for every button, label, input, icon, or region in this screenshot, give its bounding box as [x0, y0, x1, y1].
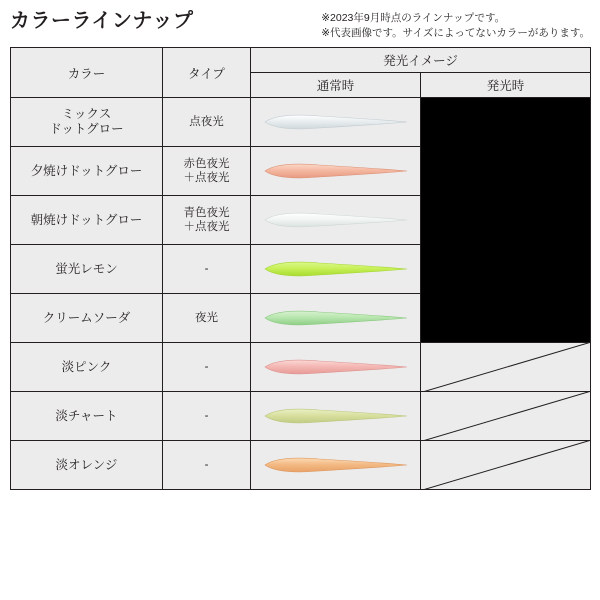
cell-glow-none: [421, 392, 591, 441]
cell-color-name: 淡ピンク: [11, 343, 163, 392]
cell-normal-image: [251, 245, 421, 294]
worm-icon: [251, 245, 420, 293]
worm-icon: [251, 98, 420, 146]
table-row: [11, 343, 591, 392]
cell-glow-black-merged: [421, 98, 591, 343]
header-row-1: [11, 48, 591, 73]
type-line: 青色夜光: [183, 207, 230, 220]
cell-normal-image: [251, 147, 421, 196]
color-lineup-table: [10, 47, 591, 490]
cell-color-name: 淡チャート: [11, 392, 163, 441]
worm-icon: [251, 196, 420, 244]
cell-color-name: 淡オレンジ: [11, 441, 163, 490]
header-emit-image: 発光イメージ: [251, 48, 591, 73]
cell-type: -: [163, 245, 251, 294]
color-name-line: ミックス: [61, 106, 112, 121]
type-line: ＋点夜光: [183, 172, 230, 185]
worm-icon: [251, 294, 420, 342]
cell-normal-image: [251, 294, 421, 343]
cell-normal-image: [251, 392, 421, 441]
cell-type: [163, 196, 251, 245]
cell-type: -: [163, 441, 251, 490]
worm-icon: [251, 441, 420, 489]
worm-icon: [251, 147, 420, 195]
table-row: [11, 392, 591, 441]
type-line: ＋点夜光: [183, 221, 230, 234]
cell-color-name: 夕焼けドットグロー: [11, 147, 163, 196]
cell-color-name: 朝焼けドットグロー: [11, 196, 163, 245]
header-color: カラー: [11, 48, 163, 98]
diagonal-slash-icon: [421, 343, 590, 391]
cell-normal-image: [251, 196, 421, 245]
page-title: カラーラインナップ: [10, 10, 194, 32]
cell-normal-image: [251, 98, 421, 147]
cell-color-name: 蛍光レモン: [11, 245, 163, 294]
header-normal: 通常時: [251, 73, 421, 98]
cell-glow-none: [421, 441, 591, 490]
cell-type: 点夜光: [163, 98, 251, 147]
header-notes: [321, 10, 590, 41]
table-body: [11, 98, 591, 490]
cell-type: -: [163, 343, 251, 392]
type-line: 赤色夜光: [183, 158, 230, 171]
note-line-1: ※2023年9月時点のラインナップです。: [321, 12, 506, 24]
table-row: [11, 98, 591, 147]
header-glow: 発光時: [421, 73, 591, 98]
cell-glow-none: [421, 343, 591, 392]
cell-normal-image: [251, 343, 421, 392]
cell-color-name: クリームソーダ: [11, 294, 163, 343]
worm-icon: [251, 392, 420, 440]
cell-color-name: [11, 98, 163, 147]
table-row: [11, 441, 591, 490]
worm-icon: [251, 343, 420, 391]
color-name-line: ドットグロー: [49, 122, 124, 137]
note-line-2: ※代表画像です。サイズによってないカラーがあります。: [321, 27, 590, 40]
cell-type: [163, 147, 251, 196]
table-header: [11, 48, 591, 98]
cell-type: 夜光: [163, 294, 251, 343]
diagonal-slash-icon: [421, 392, 590, 440]
page-header: [10, 10, 590, 41]
header-type: タイプ: [163, 48, 251, 98]
diagonal-slash-icon: [421, 441, 590, 489]
cell-normal-image: [251, 441, 421, 490]
cell-type: -: [163, 392, 251, 441]
